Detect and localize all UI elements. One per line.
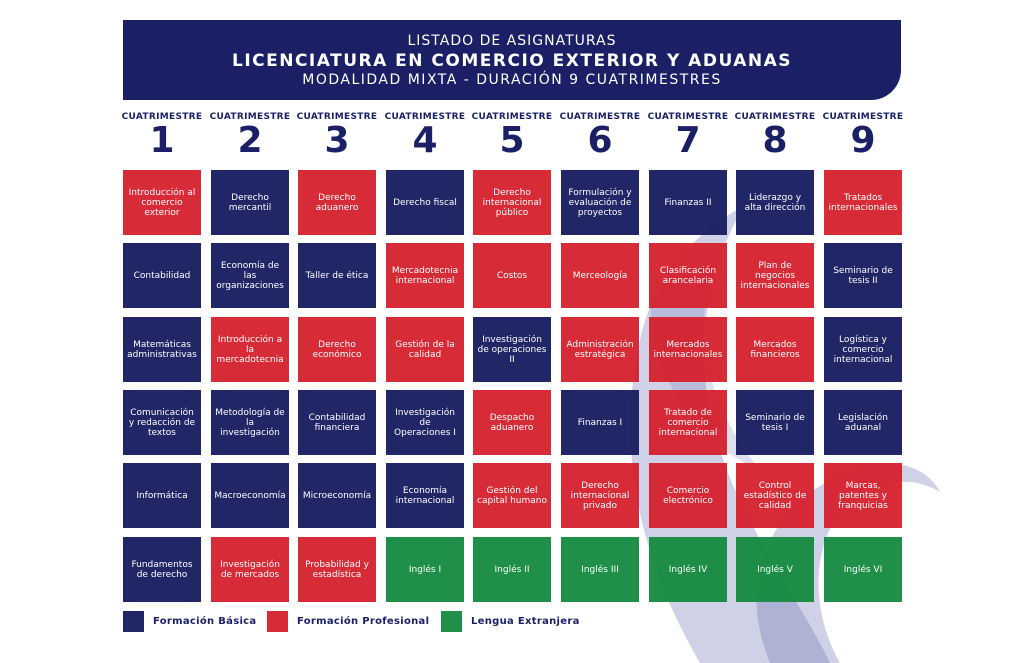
semester-number: 2	[237, 120, 263, 161]
semester-label: CUATRIMESTRE	[559, 112, 641, 122]
subject-cell: Investigación de Operaciones I	[386, 390, 464, 455]
semester-header-9	[821, 112, 905, 161]
subject-cell: Comercio electrónico	[649, 463, 727, 528]
subject-cell: Investigación de mercados	[211, 537, 289, 602]
subject-cell: Inglés III	[561, 537, 639, 602]
legend-item-profesional	[267, 610, 429, 632]
subject-cell: Informática	[123, 463, 201, 528]
subject-cell: Legislación aduanal	[824, 390, 902, 455]
semester-header-2	[208, 112, 292, 161]
program-title: LICENCIATURA EN COMERCIO EXTERIOR Y ADUANAS	[231, 51, 793, 71]
subject-cell: Control estadístico de calidad	[736, 463, 814, 528]
subject-cell: Administración estratégica	[561, 317, 639, 382]
semester-number: 5	[499, 120, 525, 161]
banner-subtitle: LISTADO DE ASIGNATURAS	[407, 33, 617, 49]
subject-cell: Microeconomía	[298, 463, 376, 528]
semester-label: CUATRIMESTRE	[296, 112, 378, 122]
subject-cell: Inglés I	[386, 537, 464, 602]
subject-cell: Investigación de operaciones II	[473, 317, 551, 382]
program-modality: MODALIDAD MIXTA - DURACIÓN 9 CUATRIMESTRES	[302, 72, 722, 88]
subject-cell: Contabilidad financiera	[298, 390, 376, 455]
subject-cell: Despacho aduanero	[473, 390, 551, 455]
semester-number: 1	[149, 120, 175, 161]
subject-cell: Seminario de tesis I	[736, 390, 814, 455]
subject-cell: Inglés VI	[824, 537, 902, 602]
semester-header-1	[120, 112, 204, 161]
subject-cell: Formulación y evaluación de proyectos	[561, 170, 639, 235]
legend-item-lengua	[441, 610, 580, 632]
subject-cell: Introducción al comercio exterior	[123, 170, 201, 235]
semester-header-7	[646, 112, 730, 161]
legend-swatch	[441, 611, 462, 632]
legend-label: Formación Básica	[153, 615, 257, 627]
subject-cell: Introducción a la mercadotecnia	[211, 317, 289, 382]
semester-header-5	[470, 112, 554, 161]
subject-cell: Derecho mercantil	[211, 170, 289, 235]
title-banner	[123, 20, 901, 100]
subject-cell: Tratado de comercio internacional	[649, 390, 727, 455]
semester-label: CUATRIMESTRE	[471, 112, 553, 122]
subject-cell: Gestión del capital humano	[473, 463, 551, 528]
semester-label: CUATRIMESTRE	[384, 112, 466, 122]
semester-header-8	[733, 112, 817, 161]
semester-label: CUATRIMESTRE	[647, 112, 729, 122]
subject-cell: Finanzas II	[649, 170, 727, 235]
subject-cell: Liderazgo y alta dirección	[736, 170, 814, 235]
subject-cell: Metodología de la investigación	[211, 390, 289, 455]
subject-cell: Gestión de la calidad	[386, 317, 464, 382]
semester-label: CUATRIMESTRE	[822, 112, 904, 122]
subject-cell: Clasificación arancelaria	[649, 243, 727, 308]
semester-header-4	[383, 112, 467, 161]
semester-label: CUATRIMESTRE	[121, 112, 203, 122]
subject-cell: Merceología	[561, 243, 639, 308]
subject-cell: Matemáticas administrativas	[123, 317, 201, 382]
semester-number: 4	[412, 120, 438, 161]
legend-swatch	[123, 611, 144, 632]
semester-number: 8	[762, 120, 788, 161]
subject-cell: Inglés II	[473, 537, 551, 602]
subject-cell: Tratados internacionales	[824, 170, 902, 235]
subject-cell: Derecho económico	[298, 317, 376, 382]
subject-cell: Marcas, patentes y franquicias	[824, 463, 902, 528]
subject-cell: Contabilidad	[123, 243, 201, 308]
legend-swatch	[267, 611, 288, 632]
semester-number: 7	[675, 120, 701, 161]
subject-cell: Mercadotecnia internacional	[386, 243, 464, 308]
subject-cell: Economía internacional	[386, 463, 464, 528]
subject-cell: Comunicación y redacción de textos	[123, 390, 201, 455]
legend-label: Lengua Extranjera	[471, 615, 580, 627]
subject-cell: Mercados financieros	[736, 317, 814, 382]
semester-label: CUATRIMESTRE	[734, 112, 816, 122]
subject-cell: Mercados internacionales	[649, 317, 727, 382]
subject-cell: Taller de ética	[298, 243, 376, 308]
semester-label: CUATRIMESTRE	[209, 112, 291, 122]
subject-cell: Logística y comercio internacional	[824, 317, 902, 382]
subject-cell: Inglés V	[736, 537, 814, 602]
subject-cell: Derecho aduanero	[298, 170, 376, 235]
subject-cell: Macroeconomía	[211, 463, 289, 528]
subject-cell: Inglés IV	[649, 537, 727, 602]
subject-cell: Derecho internacional privado	[561, 463, 639, 528]
semester-number: 3	[324, 120, 350, 161]
semester-number: 6	[587, 120, 613, 161]
legend-item-basica	[123, 610, 256, 632]
semester-header-3	[295, 112, 379, 161]
legend-label: Formación Profesional	[297, 615, 430, 627]
subject-cell: Finanzas I	[561, 390, 639, 455]
semester-number: 9	[850, 120, 876, 161]
subject-cell: Derecho internacional público	[473, 170, 551, 235]
semester-header-6	[558, 112, 642, 161]
subject-cell: Probabilidad y estadística	[298, 537, 376, 602]
subject-cell: Costos	[473, 243, 551, 308]
subject-cell: Derecho fiscal	[386, 170, 464, 235]
subject-cell: Seminario de tesis II	[824, 243, 902, 308]
subject-cell: Economía de las organizaciones	[211, 243, 289, 308]
subject-cell: Fundamentos de derecho	[123, 537, 201, 602]
subject-cell: Plan de negocios internacionales	[736, 243, 814, 308]
